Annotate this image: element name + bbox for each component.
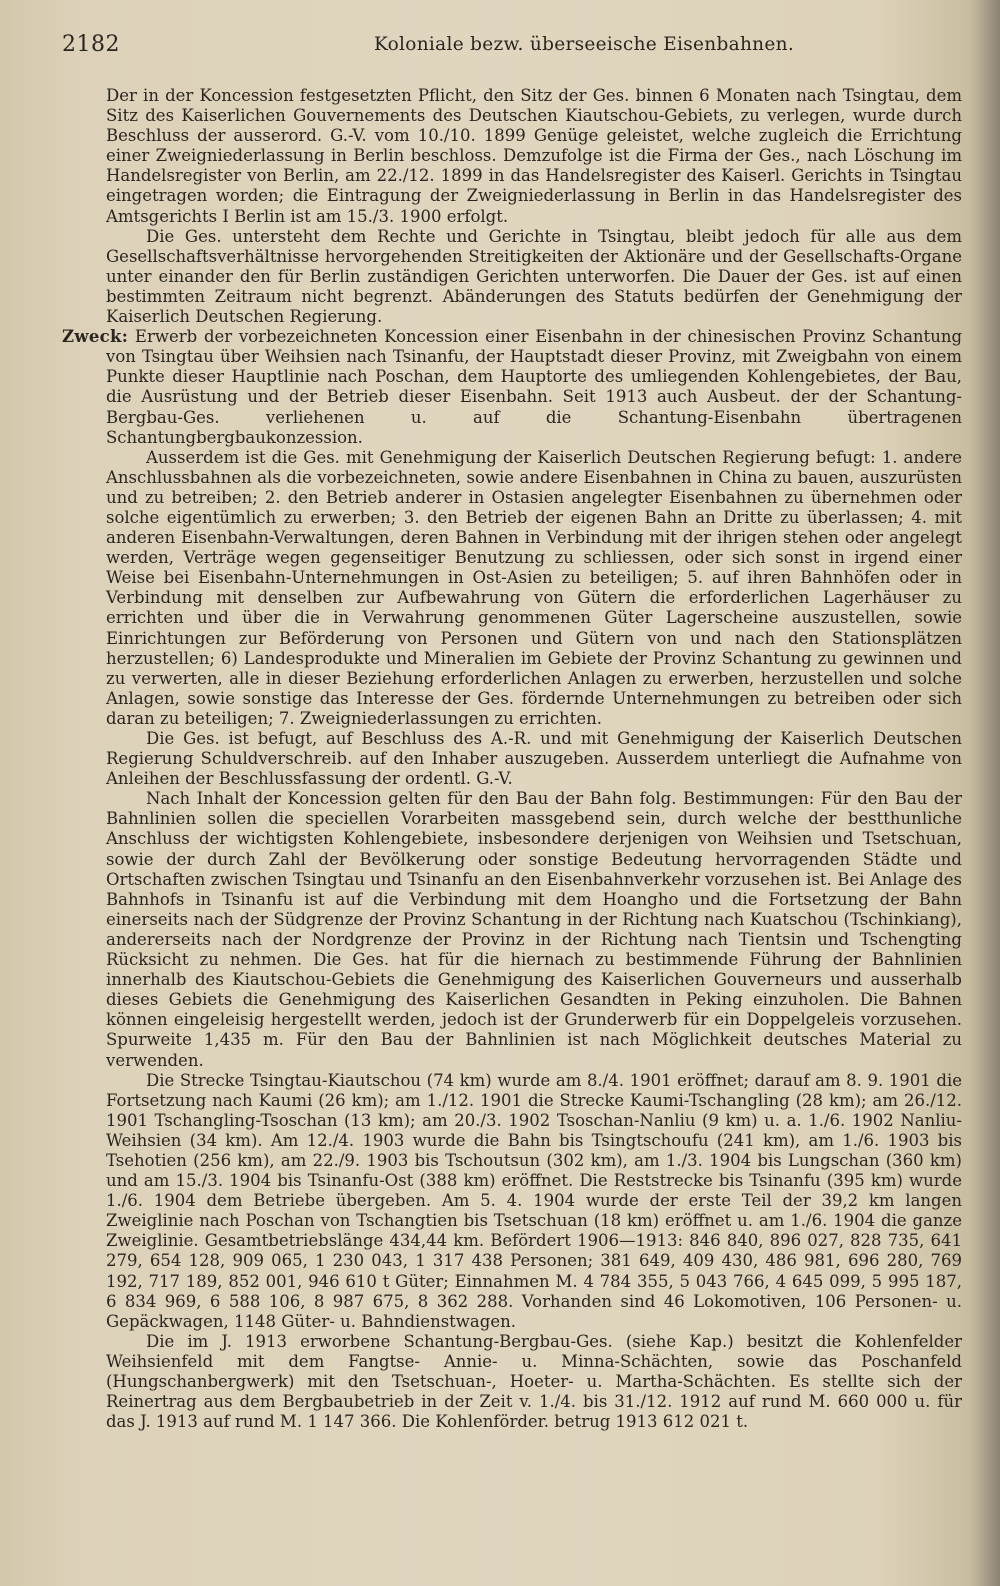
running-title: Koloniale bezw. überseeische Eisenbahnen. xyxy=(374,34,795,55)
paragraph-line-openings: Die Strecke Tsingtau-Kiautschou (74 km) wurde am 8./4. 1901 eröffnet; darauf am 8. 9. 1901 die Fortsetzung nach Kaumi (26 km); am 1./12. 1901 die Strecke Kaumi-Tschangling (28 km); am 26./12. 1901 Tschangling-Tsoschan (13 km); am 20./3. 1902 Tsoschan-Nanliu (9 km) u. a. 1./6. 1902 Nanliu-Weihsien (34 km). Am 12./4. 1903 wurde die Bahn bis Tsingtschoufu (241 km), am 1./6. 1903 bis Tsehotien (256 km), am 22./9. 1903 bis Tschoutsun (302 km), am 1./3. 1904 bis Lungschan (360 km) und am 15./3. 1904 bis Tsinanfu-Ost (388 km) eröffnet. Die Reststrecke bis Tsinanfu (395 km) wurde 1./6. 1904 dem Betriebe übergeben. Am 5. 4. 1904 wurde der erste Teil der 39,2 km langen Zweiglinie nach Poschan von Tschangtien bis Tsetschuan (18 km) eröffnet u. am 1./6. 1904 die ganze Zweiglinie. Gesamtbetriebslänge 434,44 km. Befördert 1906—1913: 846 840, 896 027, 828 735, 641 279, 654 128, 909 065, 1 230 043, 1 317 438 Personen; 381 649, 409 430, 486 981, 696 280, 769 192, 717 189, 852 001, 946 610 t Güter; Einnahmen M. 4 784 355, 5 043 766, 4 645 099, 5 995 187, 6 834 969, 6 588 106, 8 987 675, 8 362 288. Vorhanden sind 46 Lokomotiven, 106 Personen- u. Gepäckwagen, 1148 Güter- u. Bahndienstwagen. xyxy=(106,1070,962,1331)
paragraph-bonds: Die Ges. ist befugt, auf Beschluss des A.-R. und mit Genehmigung der Kaiserlich Deutschen Regierung Schuldverschreib. auf den Inhaber auszugeben. Ausserdem unterliegt die Aufnahme von Anleihen der Beschlussfassung der ordentl. G.-V. xyxy=(106,729,962,789)
section-label-zweck: Zweck: xyxy=(62,327,129,347)
paragraph-authorizations: Ausserdem ist die Ges. mit Genehmigung der Kaiserlich Deutschen Regierung befugt: 1. andere Anschlussbahnen als die vorbezeichneten, sowie andere Eisenbahnen in China zu bauen, auszurüsten und zu betreiben; 2. den Betrieb anderer in Ostasien angelegter Eisenbahnen zu übernehmen oder solche eigentümlich zu erwerben; 3. den Betrieb der eigenen Bahn an Dritte zu überlassen; 4. mit anderen Eisenbahn-Verwaltungen, deren Bahnen in Verbindung mit der ihrigen stehen oder angelegt werden, Verträge wegen gegenseitiger Benutzung zu schliessen, oder sich sonst in irgend einer Weise bei Eisenbahn-Unternehmungen in Ost-Asien zu beteiligen; 5. auf ihren Bahnhöfen oder in Verbindung mit denselben zur Aufbewahrung von Gütern die erforderlichen Lagerhäuser zu errichten und über die in Verwahrung genommenen Güter Lagerscheine auszustellen, sowie Einrichtungen zur Beförderung von Personen und Gütern von und nach den Stationsplätzen herzustellen; 6) Landesprodukte und Mineralien im Gebiete der Provinz Schantung zu gewinnen und zu verwerten, alle in dieser Beziehung erforderlichen Anlagen zu erwerben, herzustellen und solche Anlagen, sowie sonstige das Interesse der Ges. fördernde Unternehmungen zu betreiben oder sich daran zu beteiligen; 7. Zweigniederlassungen zu errichten. xyxy=(106,447,962,728)
paragraph-jurisdiction: Die Ges. untersteht dem Rechte und Gerichte in Tsingtau, bleibt jedoch für alle aus dem Gesellschaftsverhältnisse hervorgehenden Streitigkeiten der Aktionäre und der Gesellschafts-Organe unter einander den für Berlin zuständigen Gerichten unterworfen. Die Dauer der Ges. ist auf einen bestimmten Zeitraum nicht begrenzt. Abänderungen des Statuts bedürfen der Genehmigung der Kaiserlich Deutschen Regierung. xyxy=(106,226,962,327)
page-number: 2182 xyxy=(62,32,120,57)
paragraph-purpose xyxy=(62,327,962,448)
purpose-text: Erwerb der vorbezeichneten Koncession einer Eisenbahn in der chinesischen Provinz Schantung von Tsingtau über Weihsien nach Tsinanfu, der Hauptstadt dieser Provinz, mit Zweigbahn von einem Punkte dieser Hauptlinie nach Poschan, dem Hauptorte des umliegenden Kohlengebietes, der Bau, die Ausrüstung und der Betrieb dieser Eisenbahn. Seit 1913 auch Ausbeut. der der Schantung-Bergbau-Ges. verliehenen u. auf die Schantung-Eisenbahn übertragenen Schantungbergbaukonzession. xyxy=(106,327,963,447)
paragraph-seat-of-company: Der in der Koncession festgesetzten Pflicht, den Sitz der Ges. binnen 6 Monaten nach Tsingtau, dem Sitz des Kaiserlichen Gouvernements des Deutschen Kiautschou-Gebiets, zu verlegen, wurde durch Beschluss der ausserord. G.-V. vom 10./10. 1899 Genüge geleistet, welche zugleich die Errichtung einer Zweigniederlassung in Berlin beschloss. Demzufolge ist die Firma der Ges., nach Löschung im Handelsregister von Berlin, am 22./12. 1899 in das Handelsregister des Kaiserl. Gerichts in Tsingtau eingetragen worden; die Eintragung der Zweigniederlassung in Berlin in das Handelsregister des Amtsgerichts I Berlin ist am 15./3. 1900 erfolgt. xyxy=(106,86,962,226)
body-text xyxy=(62,86,962,1432)
page-header xyxy=(62,32,942,66)
paragraph-construction-rules: Nach Inhalt der Koncession gelten für den Bau der Bahn folg. Bestimmungen: Für den Bau der Bahnlinien sollen die speciellen Vorarbeiten massgebend sein, durch welche der bestthunliche Anschluss der wichtigsten Kohlengebiete, insbesondere derjenigen von Weihsien und Tsetschuan, sowie der durch Zahl der Bevölkerung oder sonstige Bedeutung hervorragenden Städte und Ortschaften zwischen Tsingtau und Tsinanfu an den Eisenbahnverkehr vorzusehen ist. Bei Anlage des Bahnhofs in Tsinanfu ist auf die Verbindung mit dem Hoangho und die Fortsetzung der Bahn einerseits nach der Südgrenze der Provinz Schantung in der Richtung nach Kuatschou (Tschinkiang), andererseits nach der Nordgrenze der Provinz in der Richtung nach Tientsin und Tschengting Rücksicht zu nehmen. Die Ges. hat für die hiernach zu bestimmende Führung der Bahnlinien innerhalb des Kiautschou-Gebiets die Genehmigung des Kaiserlichen Gouverneurs und ausserhalb dieses Gebiets die Genehmigung des Kaiserlichen Gesandten in Peking einzuholen. Die Bahnen können eingeleisig hergestellt werden, jedoch ist der Grunderwerb für ein Doppelgeleis vorzusehen. Spurweite 1,435 m. Für den Bau der Bahnlinien ist nach Möglichkeit deutsches Material zu verwenden. xyxy=(106,789,962,1070)
paragraph-mining: Die im J. 1913 erworbene Schantung-Bergbau-Ges. (siehe Kap.) besitzt die Kohlenfelder Weihsienfeld mit dem Fangtse- Annie- u. Minna-Schächten, sowie das Poschanfeld (Hungschanbergwerk) mit den Tsetschuan-, Hoeter- u. Martha-Schächten. Es stellte sich der Reinertrag aus dem Bergbaubetrieb in der Zeit v. 1./4. bis 31./12. 1912 auf rund M. 660 000 u. für das J. 1913 auf rund M. 1 147 366. Die Kohlenförder. betrug 1913 612 021 t. xyxy=(106,1331,962,1432)
